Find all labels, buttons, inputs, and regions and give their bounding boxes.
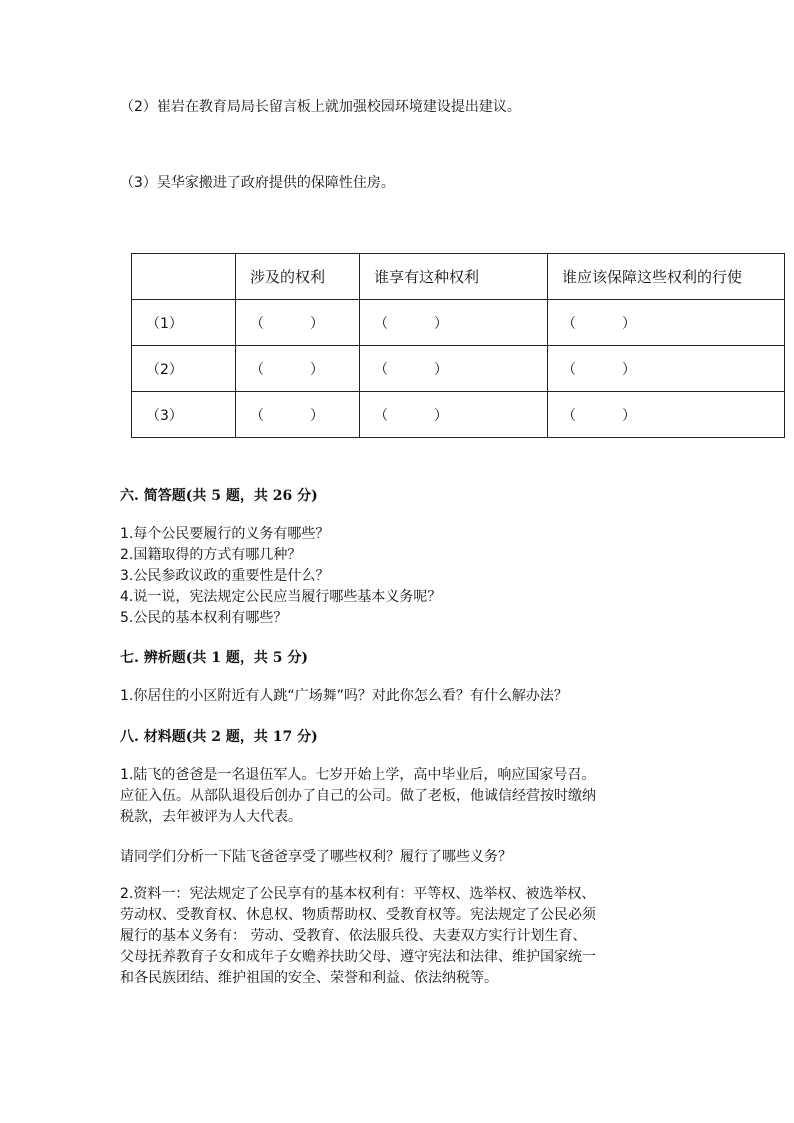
rights-table <box>131 253 785 438</box>
section-8-title: 八. 材料题(共 2 题，共 17 分) <box>120 729 318 745</box>
paragraph-line: 应征入伍。从部队退役后创办了自己的公司。做了老板，他诚信经营按时缴纳 <box>120 788 596 804</box>
table-header-row <box>132 254 785 300</box>
question: 3.公民参政议政的重要性是什么？ <box>120 568 330 584</box>
table-header-cell <box>132 254 236 300</box>
answer-blank[interactable]: （ ） <box>548 346 785 392</box>
material-question-1 <box>120 765 680 828</box>
answer-blank[interactable]: （ ） <box>548 392 785 438</box>
table-header-cell: 谁享有这种权利 <box>360 254 548 300</box>
question: 2.国籍取得的方式有哪几种？ <box>120 547 302 563</box>
question: 1.每个公民要履行的义务有哪些？ <box>120 526 330 542</box>
question: 5.公民的基本权利有哪些？ <box>120 610 288 626</box>
answer-blank[interactable]: （ ） <box>360 392 548 438</box>
paragraph-line: 2.资料一：宪法规定了公民享有的基本权利有：平等权、选举权、被选举权、 <box>120 886 596 902</box>
row-label: （1） <box>132 300 236 346</box>
answer-blank[interactable]: （ ） <box>360 300 548 346</box>
paragraph-line: 1.陆飞的爸爸是一名退伍军人。七岁开始上学，高中毕业后，响应国家号召。 <box>120 767 596 783</box>
material-question-1-prompt: 请同学们分析一下陆飞爸爸享受了哪些权利？履行了哪些义务？ <box>120 849 512 865</box>
question: 1.你居住的小区附近有人跳“广场舞”吗？对此你怎么看？有什么解办法？ <box>120 688 568 704</box>
row-label: （2） <box>132 346 236 392</box>
paragraph-line: 劳动权、受教育权、休息权、物质帮助权、受教育权等。宪法规定了公民必须 <box>120 907 596 923</box>
item-3: （3）吴华家搬进了政府提供的保障性住房。 <box>120 175 395 191</box>
paragraph-line: 税款，去年被评为人大代表。 <box>120 809 302 825</box>
row-label: （3） <box>132 392 236 438</box>
answer-blank[interactable]: （ ） <box>360 346 548 392</box>
section-6-title: 六. 简答题(共 5 题，共 26 分) <box>120 488 318 504</box>
table-header-cell: 涉及的权利 <box>236 254 360 300</box>
item-2: （2）崔岩在教育局局长留言板上就加强校园环境建设提出建议。 <box>120 99 521 115</box>
paragraph-line: 父母抚养教育子女和成年子女赡养扶助父母、遵守宪法和法律、维护国家统一 <box>120 949 596 965</box>
question: 4.说一说，宪法规定公民应当履行哪些基本义务呢？ <box>120 589 442 605</box>
table-row <box>132 392 785 438</box>
paragraph-line: 履行的基本义务有： 劳动、受教育、依法服兵役、夫妻双方实行计划生育、 <box>120 928 587 944</box>
material-question-2 <box>120 884 680 989</box>
section-6-questions <box>120 524 680 629</box>
table-header-cell: 谁应该保障这些权利的行使 <box>548 254 785 300</box>
section-7-title: 七. 辨析题(共 1 题，共 5 分) <box>120 650 308 666</box>
table-row <box>132 300 785 346</box>
answer-blank[interactable]: （ ） <box>548 300 785 346</box>
table-row <box>132 346 785 392</box>
answer-blank[interactable]: （ ） <box>236 300 360 346</box>
paragraph-line: 和各民族团结、维护祖国的安全、荣誉和利益、依法纳税等。 <box>120 970 498 986</box>
answer-blank[interactable]: （ ） <box>236 392 360 438</box>
answer-blank[interactable]: （ ） <box>236 346 360 392</box>
